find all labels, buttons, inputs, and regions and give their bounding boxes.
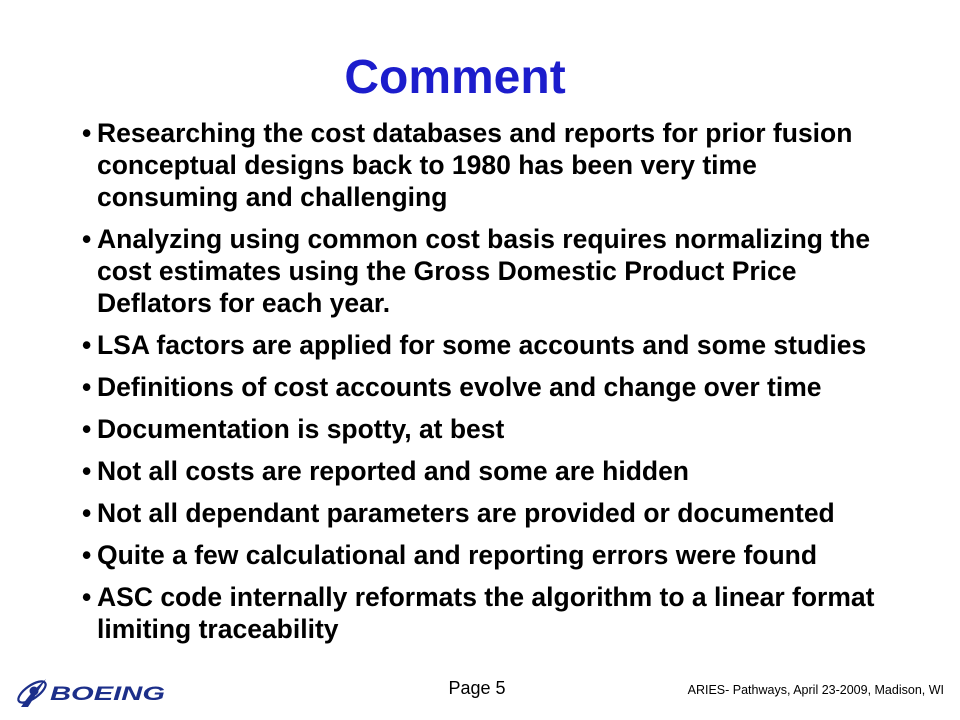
bullet-item [82,223,947,319]
bullet-line: conceptual designs back to 1980 has been very time [97,150,757,180]
bullet-item [82,581,947,645]
bullet-line: Deflators for each year. [97,288,391,318]
bullet-line: Not all costs are reported and some are hidden [97,456,689,486]
bullet-dot: • [82,414,92,444]
bullet-line: consuming and challenging [97,182,448,212]
bullet-line: Researching the cost databases and reports for prior fusion [97,118,853,148]
bullet-item [82,371,947,403]
bullet-dot: • [82,372,92,402]
slide-title: Comment [344,51,566,104]
bullet-item [82,497,947,529]
bullet-item [82,455,947,487]
bullet-line: Not all dependant parameters are provided or documented [97,498,835,528]
bullet-line: limiting traceability [97,614,339,644]
footer-event-label: ARIES- Pathways, April 23-2009, Madison, WI [687,683,944,697]
bullet-dot: • [82,456,92,486]
bullet-dot: • [82,224,92,254]
bullet-dot: • [82,540,92,570]
bullet-item [82,413,947,445]
bullet-dot: • [82,582,92,612]
page-number: Page 5 [448,678,506,698]
bullet-line: Documentation is spotty, at best [97,414,505,444]
bullet-item [82,539,947,571]
bullet-line: ASC code internally reformats the algorithm to a linear format [97,582,875,612]
bullet-line: Quite a few calculational and reporting errors were found [97,540,818,570]
bullet-line: cost estimates using the Gross Domestic Product Price [97,256,797,286]
bullet-dot: • [82,498,92,528]
boeing-wordmark: BOEING [50,684,166,705]
bullet-dot: • [82,118,92,148]
bullet-item [82,117,947,213]
bullet-dot: • [82,330,92,360]
bullet-list [82,117,947,655]
bullet-line: LSA factors are applied for some accounts and some studies [97,330,867,360]
bullet-line: Definitions of cost accounts evolve and change over time [97,372,822,402]
bullet-line: Analyzing using common cost basis requires normalizing the [97,224,871,254]
bullet-item [82,329,947,361]
